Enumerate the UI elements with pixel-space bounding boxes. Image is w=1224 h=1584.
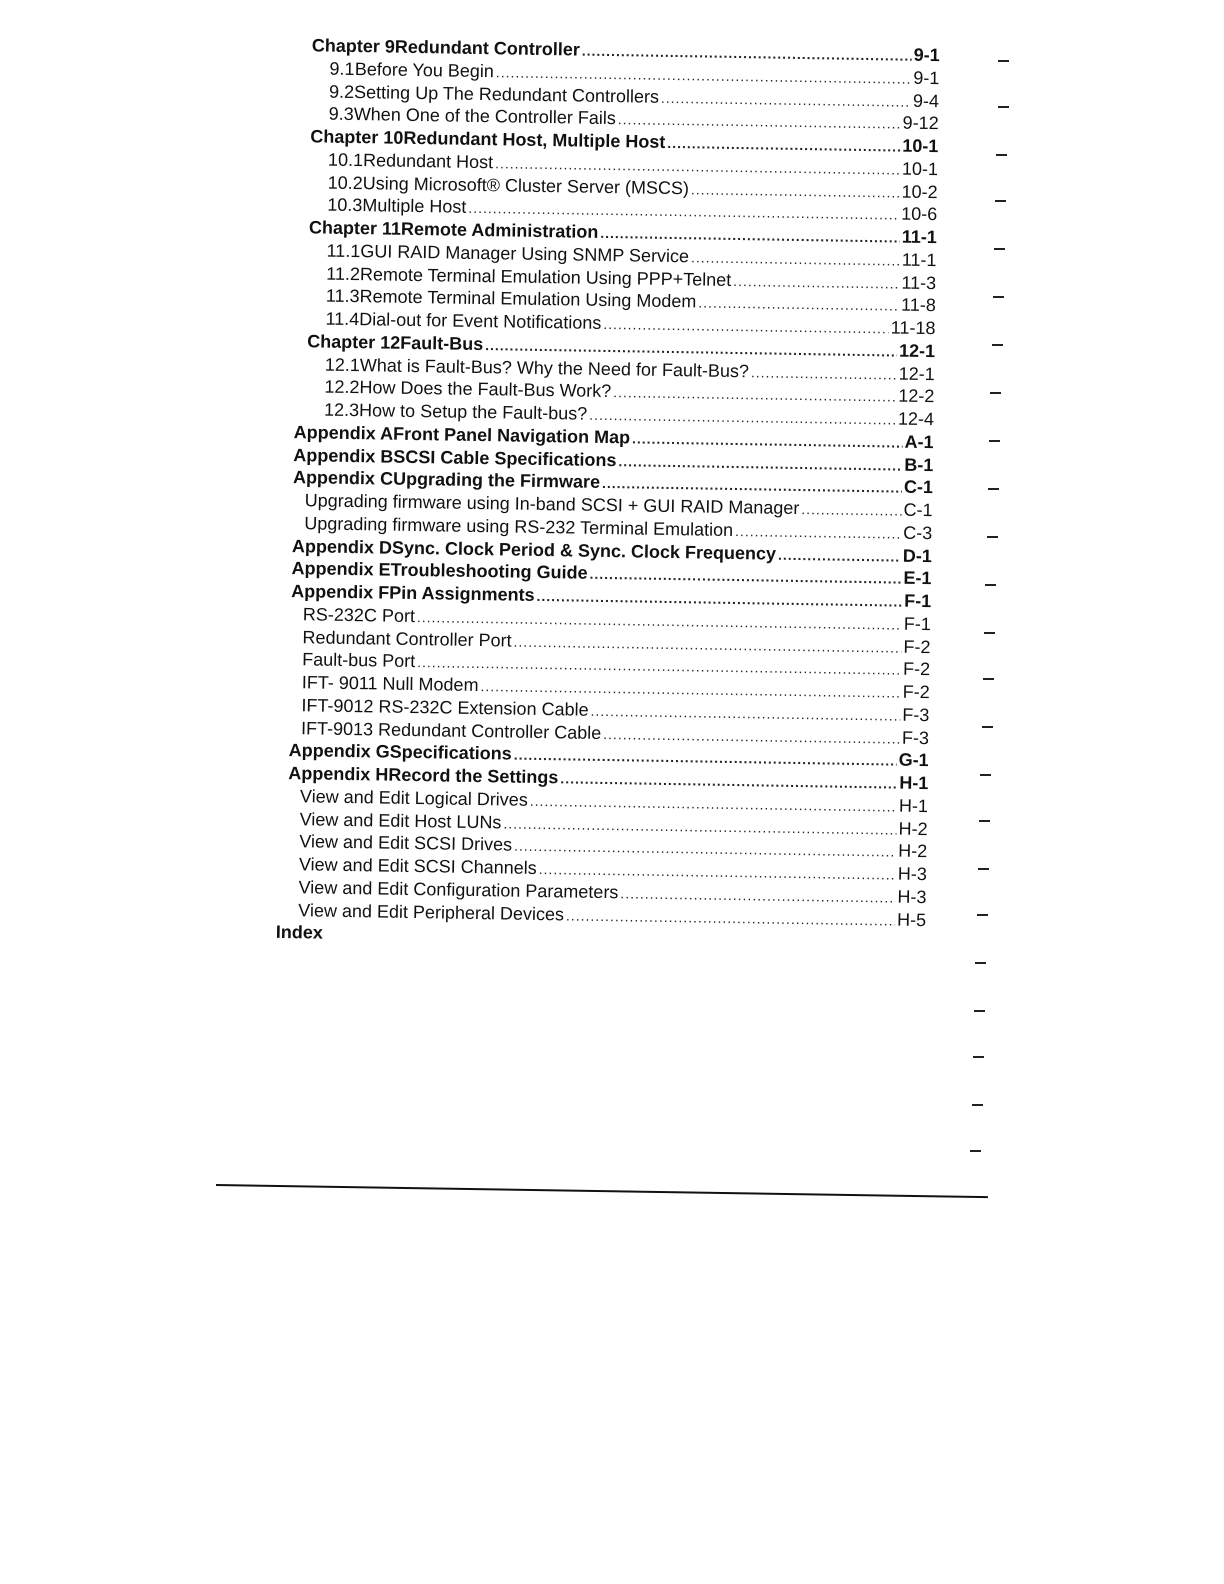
toc-entry-title: Dial-out for Event Notifications: [359, 309, 602, 333]
toc-entry-title: IFT- 9011 Null Modem: [301, 672, 479, 696]
toc-entry-number: 11.1: [326, 240, 361, 261]
toc-entry-title: Fault-bus Port: [302, 649, 416, 672]
table-of-contents: [276, 34, 940, 954]
toc-dot-leader: [735, 520, 901, 545]
toc-entry-page: C-1: [903, 476, 934, 498]
toc-entry-title: Upgrading firmware using In-band SCSI + GUI RAID Manager: [304, 490, 800, 519]
toc-entry-number: 11.3: [325, 285, 360, 307]
bottom-rule: [216, 1184, 988, 1198]
margin-tick: [992, 344, 1003, 346]
toc-entry-page: F-2: [902, 658, 931, 680]
toc-entry-page: 9-12: [902, 112, 939, 134]
margin-tick: [993, 296, 1004, 298]
toc-entry-page: E-1: [903, 567, 932, 589]
toc-entry-number: 12.1: [324, 354, 361, 375]
toc-entry-number: 12.3: [323, 399, 360, 421]
margin-tick: [970, 1150, 981, 1152]
margin-tick: [972, 1104, 983, 1106]
margin-tick: [978, 868, 989, 870]
margin-tick: [980, 774, 991, 776]
toc-entry-page: 10-1: [901, 158, 939, 179]
toc-entry-page: H-3: [897, 886, 927, 907]
toc-entry-page: 10-1: [902, 135, 939, 157]
toc-entry-title: Remote Terminal Emulation Using PPP+Telnet: [359, 263, 732, 290]
toc-entry-title: Fault-Bus: [400, 332, 484, 354]
toc-entry-number: 10.2: [327, 172, 363, 193]
margin-tick: [974, 1010, 985, 1012]
toc-entry-title: Redundant Controller Port: [302, 626, 512, 651]
toc-entry-title: IFT-9013 Redundant Controller Cable: [300, 717, 602, 743]
toc-entry-number: Appendix F: [291, 581, 390, 603]
toc-entry-title: View and Edit Host LUNs: [299, 808, 502, 832]
toc-entry-number: Chapter 9: [311, 35, 396, 57]
toc-entry-title: View and Edit SCSI Channels: [298, 854, 537, 878]
margin-tick: [979, 820, 990, 822]
toc-entry-page: 11-1: [901, 226, 938, 248]
toc-entry-title: Remote Administration: [400, 218, 599, 242]
toc-entry-page: 9-1: [913, 44, 940, 66]
toc-entry-number: Appendix E: [291, 558, 391, 580]
toc-entry-title: SCSI Cable Specifications: [393, 446, 617, 470]
margin-tick: [989, 440, 1000, 442]
toc-entry-page: H-2: [898, 840, 928, 862]
margin-tick: [994, 248, 1005, 250]
toc-entry-number: 12.2: [324, 376, 360, 398]
toc-entry-page: 12-4: [897, 408, 935, 430]
toc-entry-title: Before You Begin: [354, 58, 495, 81]
margin-tick: [985, 584, 996, 586]
toc-entry-page: H-2: [898, 818, 928, 839]
toc-entry-page: F-1: [904, 590, 932, 612]
toc-entry-title: View and Edit SCSI Drives: [299, 831, 513, 855]
toc-entry-number: Appendix D: [291, 535, 393, 558]
toc-entry-title: Redundant Controller: [394, 36, 580, 60]
toc-entry-page: H-3: [897, 863, 928, 885]
toc-dot-leader: [801, 498, 902, 522]
toc-entry-title: Upgrading firmware using RS-232 Terminal Emulation: [304, 513, 734, 540]
toc-entry-number: 11.4: [325, 308, 360, 330]
toc-entry-page: A-1: [904, 431, 934, 452]
toc-entry-title: Redundant Host, Multiple Host: [403, 127, 666, 152]
toc-entry-page: 10-2: [901, 181, 938, 202]
margin-tick: [996, 154, 1007, 156]
toc-entry-number: Chapter 11: [308, 217, 402, 239]
toc-dot-leader: [325, 939, 924, 948]
toc-entry-number: 9.1: [329, 58, 355, 79]
toc-entry-title: Specifications: [389, 741, 512, 764]
toc-entry-title: Upgrading the Firmware: [392, 468, 601, 493]
toc-entry-title: How Does the Fault-Bus Work?: [359, 377, 612, 402]
toc-entry-title: What is Fault-Bus? Why the Need for Fault-Bus?: [359, 354, 750, 381]
toc-entry-page: F-3: [901, 727, 930, 748]
toc-entry-page: H-5: [896, 909, 927, 930]
toc-entry-page: 11-3: [901, 272, 937, 293]
toc-dot-leader: [733, 269, 900, 294]
toc-entry-number: Chapter 10: [310, 126, 404, 148]
toc-entry-number: Appendix C: [292, 467, 394, 489]
toc-entry-page: D-1: [902, 545, 933, 566]
toc-entry-page: 11-18: [890, 317, 936, 339]
toc-entry-page: 12-1: [898, 363, 935, 384]
toc-entry-title: Setting Up The Redundant Controllers: [353, 81, 660, 107]
toc-entry-title: Multiple Host: [362, 195, 467, 218]
toc-entry-page: G-1: [898, 749, 929, 771]
toc-entry-title: GUI RAID Manager Using SNMP Service: [360, 240, 690, 267]
toc-entry-title: Pin Assignments: [389, 582, 535, 605]
toc-entry-number: 10.1: [327, 149, 364, 170]
toc-entry-page: 12-1: [898, 340, 936, 361]
toc-entry-page: F-1: [903, 613, 931, 634]
toc-entry-title: Troubleshooting Guide: [390, 559, 588, 583]
toc-entry-number: 9.2: [328, 81, 355, 102]
toc-entry-page: F-2: [902, 681, 930, 703]
margin-tick-marks: [940, 50, 1020, 1170]
toc-entry-page: B-1: [904, 454, 934, 475]
toc-entry-page: 11-8: [900, 294, 936, 316]
toc-entry-page: C-1: [903, 499, 933, 521]
toc-entry-title: IFT-9012 RS-232C Extension Cable: [301, 695, 589, 720]
toc-entry-title: Using Microsoft® Cluster Server (MSCS): [362, 172, 690, 198]
margin-tick: [998, 106, 1009, 108]
toc-entry-title: When One of the Controller Fails: [353, 104, 617, 129]
toc-entry-page: 9-4: [912, 90, 940, 111]
margin-tick: [977, 914, 988, 916]
toc-entry-title: Sync. Clock Period & Sync. Clock Frequency: [391, 537, 777, 564]
margin-tick: [998, 60, 1009, 62]
toc-entry-title: Redundant Host: [362, 149, 494, 172]
toc-entry-title: RS-232C Port: [302, 604, 416, 626]
toc-entry-title: View and Edit Peripheral Devices: [298, 899, 565, 924]
toc-entry-page: 12-2: [898, 385, 935, 407]
toc-entry-page: H-1: [899, 772, 929, 794]
toc-entry-title: View and Edit Configuration Parameters: [298, 876, 619, 903]
toc-entry-number: 10.3: [327, 194, 363, 216]
margin-tick: [987, 536, 998, 538]
toc-entry-title: Index: [275, 922, 324, 943]
toc-entry-title: How to Setup the Fault-bus?: [358, 400, 588, 424]
margin-tick: [975, 962, 986, 964]
toc-entry-number: Appendix G: [288, 740, 390, 762]
margin-tick: [995, 200, 1006, 202]
margin-tick: [973, 1056, 984, 1058]
toc-entry-page: F-2: [903, 636, 931, 657]
margin-tick: [988, 488, 999, 490]
margin-tick: [983, 678, 994, 680]
margin-tick: [984, 632, 995, 634]
margin-tick: [990, 392, 1001, 394]
toc-entry-number: Appendix B: [293, 444, 394, 467]
toc-entry-page: H-1: [898, 795, 929, 816]
toc-dot-leader: [751, 361, 897, 385]
toc-entry-page: C-3: [903, 522, 933, 543]
toc-entry-page: F-3: [902, 704, 930, 725]
toc-entry-page: 10-6: [901, 203, 938, 225]
toc-entry-number: Appendix A: [293, 421, 394, 444]
toc-dot-leader: [778, 543, 901, 567]
toc-entry-page: 11-1: [901, 249, 937, 270]
toc-entry-number: 11.2: [326, 263, 361, 284]
toc-entry-title: Remote Terminal Emulation Using Modem: [359, 286, 697, 312]
toc-entry-title: View and Edit Logical Drives: [299, 786, 528, 810]
toc-entry-number: Chapter 12: [307, 331, 401, 353]
toc-entry-number: Appendix H: [288, 763, 389, 785]
margin-tick: [982, 726, 993, 728]
toc-entry-number: 9.3: [328, 103, 354, 125]
toc-entry-title: Front Panel Navigation Map: [392, 423, 631, 448]
toc-entry-title: Record the Settings: [388, 764, 559, 788]
toc-entry-page: 9-1: [913, 67, 940, 88]
